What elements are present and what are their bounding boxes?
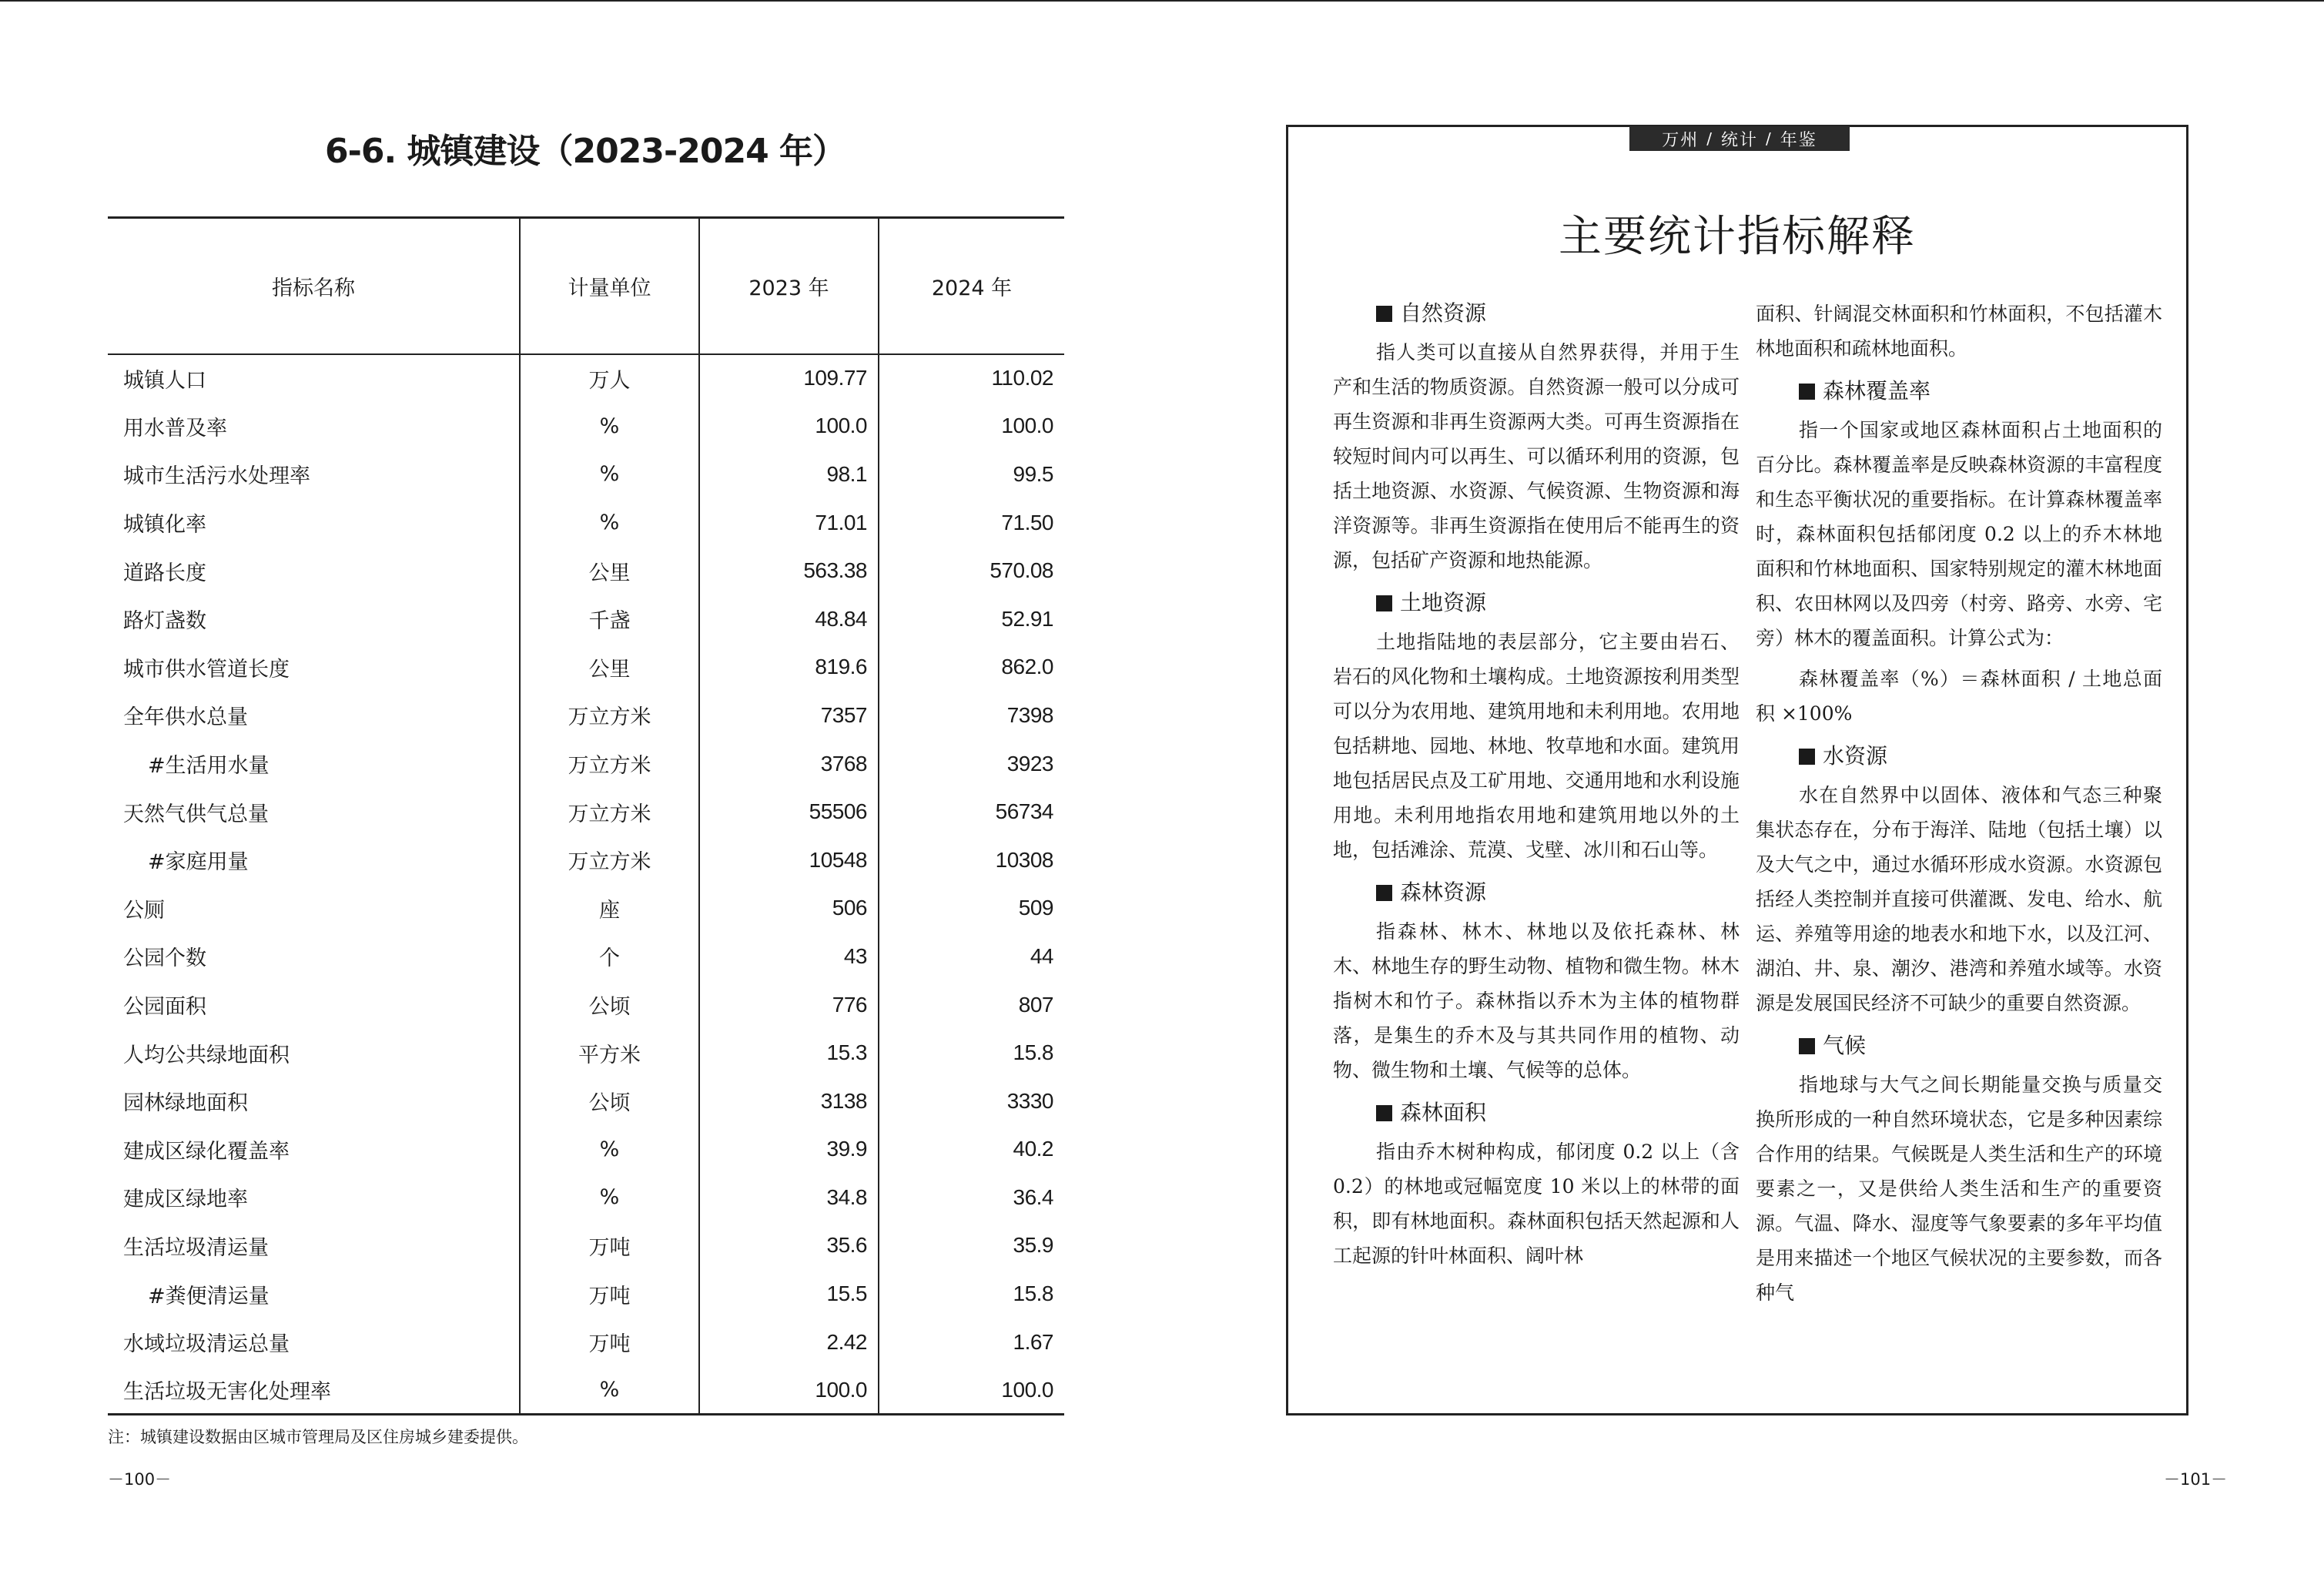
row-unit: 个 bbox=[520, 933, 699, 981]
row-value-2024: 36.4 bbox=[879, 1174, 1064, 1222]
header-tab-wanzhou: 万州 bbox=[1662, 130, 1699, 150]
section-title: 自然资源 bbox=[1400, 300, 1487, 326]
section-heading bbox=[1333, 584, 1740, 622]
row-value-2024: 10308 bbox=[879, 836, 1064, 884]
row-value-2024: 15.8 bbox=[879, 1029, 1064, 1077]
header-year-2023: 2023 年 bbox=[699, 218, 879, 354]
row-value-2024: 110.02 bbox=[879, 354, 1064, 403]
row-value-2024: 509 bbox=[879, 884, 1064, 933]
row-name: 生活垃圾无害化处理率 bbox=[123, 1380, 331, 1405]
row-unit: 公顷 bbox=[520, 980, 699, 1029]
row-value-2023: 776 bbox=[699, 980, 879, 1029]
row-unit: % bbox=[520, 1366, 699, 1415]
row-unit: 公里 bbox=[520, 643, 699, 692]
row-unit: 万立方米 bbox=[520, 836, 699, 884]
section-title: 气候 bbox=[1823, 1033, 1867, 1058]
section-paragraph: 指地球与大气之间长期能量交换与质量交换所形成的一种自然环境状态，它是多种因素综合作用的结果。气候既是人类生活和生产的环境要素之一，又是供给人类生活和生产的重要资源。气温、降水、湿度等气象要素的多年平均值是用来描述一个地区气候状况的主要参数，而各种气 bbox=[1756, 1074, 2162, 1304]
row-name: 园林绿地面积 bbox=[123, 1091, 248, 1116]
section-heading bbox=[1333, 1094, 1740, 1132]
row-value-2023: 109.77 bbox=[699, 354, 879, 403]
row-name: 建成区绿地率 bbox=[123, 1188, 248, 1212]
header-tab-separator: / bbox=[1706, 129, 1713, 148]
row-name: 城镇人口 bbox=[123, 368, 206, 393]
row-unit: % bbox=[520, 402, 699, 451]
table-row bbox=[108, 933, 1064, 981]
header-tab-yearbook: 年鉴 bbox=[1780, 130, 1817, 150]
table-row bbox=[108, 1318, 1064, 1366]
row-value-2024: 40.2 bbox=[879, 1125, 1064, 1174]
row-unit: 公顷 bbox=[520, 1077, 699, 1125]
row-value-2023: 48.84 bbox=[699, 595, 879, 643]
urban-construction-table bbox=[108, 216, 1064, 1415]
row-unit: 万人 bbox=[520, 354, 699, 403]
row-value-2024: 807 bbox=[879, 980, 1064, 1029]
row-value-2024: 35.9 bbox=[879, 1221, 1064, 1270]
table-row bbox=[108, 884, 1064, 933]
row-value-2024: 100.0 bbox=[879, 402, 1064, 451]
table-row bbox=[108, 836, 1064, 884]
forest-coverage-formula: 森林覆盖率（%）＝森林面积 / 土地总面积 ×100% bbox=[1756, 668, 2162, 725]
row-unit: 万吨 bbox=[520, 1221, 699, 1270]
section-heading bbox=[1333, 294, 1740, 333]
square-bullet-icon bbox=[1799, 749, 1815, 765]
row-value-2024: 99.5 bbox=[879, 451, 1064, 499]
section-heading bbox=[1756, 737, 2162, 776]
row-name: #粪便清运量 bbox=[148, 1284, 270, 1308]
row-value-2023: 3138 bbox=[699, 1077, 879, 1125]
table-row bbox=[108, 788, 1064, 836]
row-value-2023: 15.5 bbox=[699, 1270, 879, 1318]
row-value-2023: 98.1 bbox=[699, 451, 879, 499]
row-value-2023: 100.0 bbox=[699, 1366, 879, 1415]
row-name: 建成区绿化覆盖率 bbox=[123, 1139, 290, 1164]
row-value-2024: 3330 bbox=[879, 1077, 1064, 1125]
row-value-2024: 71.50 bbox=[879, 498, 1064, 547]
row-name: 公园个数 bbox=[123, 946, 206, 971]
row-value-2023: 100.0 bbox=[699, 402, 879, 451]
glossary-frame bbox=[1286, 125, 2188, 1415]
section-title: 水资源 bbox=[1823, 743, 1888, 769]
row-value-2024: 56734 bbox=[879, 788, 1064, 836]
row-value-2023: 3768 bbox=[699, 739, 879, 788]
row-name: #家庭用量 bbox=[148, 850, 249, 875]
section-heading bbox=[1333, 873, 1740, 912]
table-row bbox=[108, 1125, 1064, 1174]
table-row bbox=[108, 1221, 1064, 1270]
table-row bbox=[108, 643, 1064, 692]
row-unit: % bbox=[520, 451, 699, 499]
square-bullet-icon bbox=[1376, 306, 1392, 322]
glossary-column-right bbox=[1756, 296, 2162, 1316]
square-bullet-icon bbox=[1376, 595, 1392, 611]
page-heading: 主要统计指标解释 bbox=[1559, 212, 1916, 262]
header-indicator-name: 指标名称 bbox=[272, 276, 355, 300]
row-value-2024: 570.08 bbox=[879, 547, 1064, 595]
glossary-column-left bbox=[1333, 293, 1740, 1279]
row-value-2024: 100.0 bbox=[879, 1366, 1064, 1415]
row-unit: 座 bbox=[520, 884, 699, 933]
row-value-2024: 862.0 bbox=[879, 643, 1064, 692]
section-title: 土地资源 bbox=[1400, 590, 1487, 615]
row-unit: 平方米 bbox=[520, 1029, 699, 1077]
section-paragraph: 指一个国家或地区森林面积占土地面积的百分比。森林覆盖率是反映森林资源的丰富程度和生态平衡状况的重要指标。在计算森林覆盖率时，森林面积包括郁闭度 0.2 以上的乔木林地面积和竹林地面积、国家特别规定的灌木林地面积、农田林网以及四旁（村旁、路旁、水旁、宅旁）林木的覆盖面积。计算公式为： bbox=[1756, 419, 2162, 649]
row-name: 用水普及率 bbox=[123, 416, 227, 441]
table-footnote: 注：城镇建设数据由区城市管理局及区住房城乡建委提供。 bbox=[108, 1428, 528, 1446]
section-title: 森林资源 bbox=[1400, 879, 1487, 905]
header-year-2024: 2024 年 bbox=[879, 218, 1064, 354]
section-title: 森林面积 bbox=[1400, 1100, 1487, 1125]
row-name: 城市生活污水处理率 bbox=[123, 464, 310, 489]
page-number-right: －101－ bbox=[2164, 1470, 2228, 1489]
table-row bbox=[108, 354, 1064, 403]
row-name: 水域垃圾清运总量 bbox=[123, 1332, 290, 1357]
table-row bbox=[108, 451, 1064, 499]
square-bullet-icon bbox=[1376, 1105, 1392, 1121]
row-value-2024: 15.8 bbox=[879, 1270, 1064, 1318]
row-name: 道路长度 bbox=[123, 561, 206, 585]
row-value-2023: 7357 bbox=[699, 692, 879, 740]
header-tab-separator: / bbox=[1766, 129, 1773, 148]
row-unit: 千盏 bbox=[520, 595, 699, 643]
row-name: 公厕 bbox=[123, 898, 165, 923]
section-paragraph: 水在自然界中以固体、液体和气态三种聚集状态存在，分布于海洋、陆地（包括土壤）以及大气之中，通过水循环形成水资源。水资源包括经人类控制并直接可供灌溉、发电、给水、航运、养殖等用途的地表水和地下水，以及江河、湖泊、井、泉、潮汐、港湾和养殖水域等。水资源是发展国民经济不可缺少的重要自然资源。 bbox=[1756, 784, 2162, 1014]
row-unit: % bbox=[520, 498, 699, 547]
row-value-2023: 55506 bbox=[699, 788, 879, 836]
row-unit: 万吨 bbox=[520, 1318, 699, 1366]
section-paragraph: 指人类可以直接从自然界获得，并用于生产和生活的物质资源。自然资源一般可以分成可再生资源和非再生资源两大类。可再生资源指在较短时间内可以再生、可以循环利用的资源，包括土地资源、水资源、气候资源、生物资源和海洋资源等。非再生资源指在使用后不能再生的资源，包括矿产资源和地热能源。 bbox=[1333, 341, 1740, 571]
section-paragraph-continued: 面积、针阔混交林面积和竹林面积，不包括灌木林地面积和疏林地面积。 bbox=[1756, 303, 2162, 360]
row-unit: 万吨 bbox=[520, 1270, 699, 1318]
row-name: 全年供水总量 bbox=[123, 705, 248, 730]
row-value-2023: 506 bbox=[699, 884, 879, 933]
table-row bbox=[108, 1366, 1064, 1415]
row-value-2023: 15.3 bbox=[699, 1029, 879, 1077]
row-value-2023: 39.9 bbox=[699, 1125, 879, 1174]
row-value-2023: 43 bbox=[699, 933, 879, 981]
row-name: #生活用水量 bbox=[148, 754, 270, 779]
header-tab-statistics: 统计 bbox=[1720, 130, 1758, 150]
row-unit: 万立方米 bbox=[520, 692, 699, 740]
table-row bbox=[108, 739, 1064, 788]
row-unit: 万立方米 bbox=[520, 788, 699, 836]
row-value-2023: 563.38 bbox=[699, 547, 879, 595]
row-value-2023: 2.42 bbox=[699, 1318, 879, 1366]
row-name: 路灯盏数 bbox=[123, 609, 206, 634]
page-number-left: －100－ bbox=[108, 1470, 172, 1489]
section-paragraph: 土地指陆地的表层部分，它主要由岩石、岩石的风化物和土壤构成。土地资源按利用类型可以分为农用地、建筑用地和未利用地。农用地包括耕地、园地、林地、牧草地和水面。建筑用地包括居民点及工矿用地、交通用地和水利设施用地。未利用地指农用地和建筑用地以外的土地，包括滩涂、荒漠、戈壁、冰川和石山等。 bbox=[1333, 631, 1740, 861]
section-title: 森林覆盖率 bbox=[1823, 378, 1931, 404]
row-unit: 万立方米 bbox=[520, 739, 699, 788]
row-name: 人均公共绿地面积 bbox=[123, 1043, 290, 1067]
table-row bbox=[108, 692, 1064, 740]
row-name: 城镇化率 bbox=[123, 513, 206, 538]
row-value-2023: 71.01 bbox=[699, 498, 879, 547]
row-value-2023: 35.6 bbox=[699, 1221, 879, 1270]
row-name: 天然气供气总量 bbox=[123, 802, 269, 826]
square-bullet-icon bbox=[1799, 1038, 1815, 1054]
table-row bbox=[108, 595, 1064, 643]
table-row bbox=[108, 1077, 1064, 1125]
row-value-2023: 34.8 bbox=[699, 1174, 879, 1222]
row-value-2024: 44 bbox=[879, 933, 1064, 981]
table-row bbox=[108, 498, 1064, 547]
table-row bbox=[108, 1029, 1064, 1077]
row-name: 公园面积 bbox=[123, 995, 206, 1020]
row-value-2024: 52.91 bbox=[879, 595, 1064, 643]
header-unit: 计量单位 bbox=[520, 218, 699, 354]
row-name: 生活垃圾清运量 bbox=[123, 1235, 269, 1260]
row-value-2023: 10548 bbox=[699, 836, 879, 884]
yearbook-header-tab bbox=[1629, 126, 1850, 151]
square-bullet-icon bbox=[1376, 885, 1392, 901]
square-bullet-icon bbox=[1799, 384, 1815, 400]
row-value-2024: 1.67 bbox=[879, 1318, 1064, 1366]
section-paragraph: 指由乔木树种构成，郁闭度 0.2 以上（含 0.2）的林地或冠幅宽度 10 米以上的林带的面积，即有林地面积。森林面积包括天然起源和人工起源的针叶林面积、阔叶林 bbox=[1333, 1141, 1740, 1267]
section-paragraph: 指森林、林木、林地以及依托森林、林木、林地生存的野生动物、植物和微生物。林木指树木和竹子。森林指以乔木为主体的植物群落，是集生的乔木及与其共同作用的植物、动物、微生物和土壤、气候等的总体。 bbox=[1333, 920, 1740, 1081]
row-value-2023: 819.6 bbox=[699, 643, 879, 692]
row-value-2024: 7398 bbox=[879, 692, 1064, 740]
table-row bbox=[108, 547, 1064, 595]
table-row bbox=[108, 1270, 1064, 1318]
row-name: 城市供水管道长度 bbox=[123, 657, 290, 682]
table-header-row bbox=[108, 218, 1064, 354]
table-title: 6-6. 城镇建设（2023-2024 年） bbox=[324, 132, 846, 171]
table-row bbox=[108, 980, 1064, 1029]
row-unit: % bbox=[520, 1125, 699, 1174]
table-row bbox=[108, 402, 1064, 451]
section-heading bbox=[1756, 372, 2162, 410]
table-row bbox=[108, 1174, 1064, 1222]
section-heading bbox=[1756, 1027, 2162, 1065]
row-unit: % bbox=[520, 1174, 699, 1222]
row-value-2024: 3923 bbox=[879, 739, 1064, 788]
row-unit: 公里 bbox=[520, 547, 699, 595]
